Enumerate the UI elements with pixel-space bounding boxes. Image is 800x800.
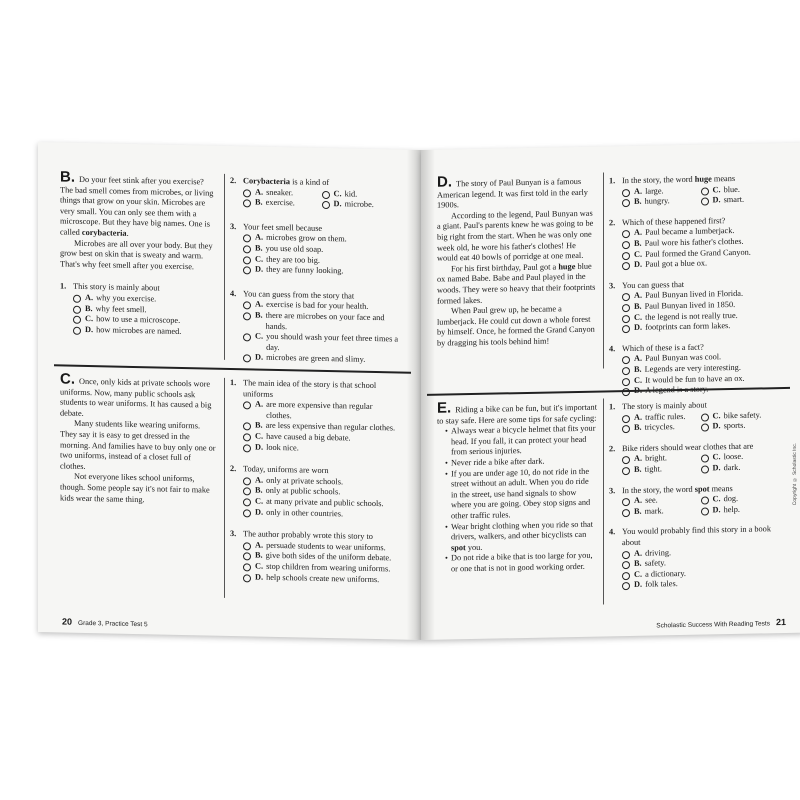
option-letter: B. — [255, 550, 263, 560]
paragraph: The story of Paul Bunyan is a famous American legend. It was first told in the early 1900s. — [437, 176, 588, 210]
option-letter: C. — [712, 494, 721, 504]
paragraph: Once, only kids at private schools wore uniforms. Now, many public schools ask students to wear uniforms. It has caused a big debate. — [60, 376, 212, 418]
question-3 — [609, 278, 779, 334]
option-text: Paul Bunyan was cool. — [645, 352, 722, 364]
option-letter: C. — [255, 561, 264, 571]
option-letter: A. — [255, 540, 264, 550]
option-text: look nice. — [266, 442, 299, 453]
question-number: 2. — [609, 444, 616, 454]
option-text: blue. — [723, 184, 740, 194]
option-text: Paul formed the Grand Canyon. — [645, 247, 751, 259]
answer-bubble-icon[interactable] — [701, 497, 709, 505]
answer-bubble-icon[interactable] — [73, 295, 81, 303]
list-item-text: Wear bright clothing when you ride so that drivers, walkers, and other bicyclists can — [451, 519, 593, 542]
paragraph: Microbes are all over your body. But they grow best on skin that is sweaty and warm. That's why feet smell after you exercise. — [60, 238, 213, 271]
option-letter: D. — [333, 199, 342, 209]
option-letter: D. — [712, 463, 721, 473]
section-letter: D. — [437, 173, 452, 191]
option-letter: D. — [712, 195, 721, 205]
answer-bubble-icon[interactable] — [243, 477, 251, 485]
option-text: folk tales. — [645, 579, 678, 590]
option-text: mark. — [644, 506, 664, 516]
option-text: traffic rules. — [645, 411, 686, 422]
section-divider — [54, 364, 411, 373]
option-text: at many private and public schools. — [266, 496, 384, 509]
answer-bubble-icon[interactable] — [701, 187, 709, 195]
list-item: • Do not ride a bike that is too large for you, or one that is not in good working order. — [445, 551, 597, 575]
option-letter: B. — [634, 464, 642, 474]
option-letter: C. — [634, 569, 643, 579]
bold-word: corybacteria — [81, 227, 127, 238]
answer-bubble-icon[interactable] — [243, 563, 251, 571]
option-letter: D. — [255, 507, 264, 517]
question-number: 4. — [609, 343, 616, 354]
question-3 — [230, 222, 400, 279]
page-number: 21 — [775, 616, 786, 628]
option-text: help schools create new uniforms. — [266, 572, 380, 584]
question-number: 2. — [230, 175, 237, 186]
option-text: are less expensive than regular clothes. — [265, 421, 396, 433]
answer-bubble-icon[interactable] — [243, 423, 251, 431]
option-text: sports. — [723, 420, 746, 431]
answer-bubble-icon[interactable] — [622, 356, 630, 364]
answer-bubble-icon[interactable] — [622, 377, 630, 385]
option-letter: C. — [634, 249, 643, 259]
question-number: 4. — [609, 527, 616, 537]
option-letter: A. — [634, 228, 643, 238]
option-letter: B. — [255, 197, 263, 207]
answer-bubble-icon[interactable] — [243, 245, 251, 253]
left-page — [38, 142, 421, 640]
answer-bubble-icon[interactable] — [622, 189, 630, 197]
bold-word: spot — [451, 542, 466, 553]
paragraph: Riding a bike can be fun, but it's important to stay safe. Here are some tips for safe cycling: — [437, 402, 598, 426]
answer-bubble-icon[interactable] — [243, 433, 251, 441]
option-text: dark. — [723, 462, 741, 473]
question-stem: Which of these happened first? — [622, 215, 726, 227]
answer-bubble-icon[interactable] — [701, 507, 709, 515]
option-text: they are funny looking. — [266, 264, 344, 276]
question-stem: The main idea of the story is that school uniforms — [243, 378, 377, 399]
answer-bubble-icon[interactable] — [622, 425, 630, 433]
page-footer — [656, 617, 792, 630]
option-letter: D. — [85, 324, 94, 334]
option-text: help. — [723, 504, 740, 514]
option-text: Paul wore his father's clothes. — [644, 236, 744, 248]
option-text: exercise. — [265, 197, 295, 208]
option-letter: A. — [634, 354, 643, 364]
column-divider — [603, 398, 604, 604]
answer-bubble-icon[interactable] — [243, 553, 251, 561]
question-stem-end: means — [711, 173, 736, 184]
option-letter: B. — [634, 196, 642, 207]
option-letter: D. — [255, 352, 264, 363]
answer-bubble-icon[interactable] — [622, 456, 630, 464]
option-letter: A. — [634, 495, 643, 506]
page-number: 20 — [62, 616, 73, 627]
answer-bubble-icon[interactable] — [622, 199, 630, 207]
option-text: give both sides of the uniform debate. — [265, 551, 392, 563]
option-letter: C. — [712, 184, 721, 194]
answer-option[interactable] — [622, 505, 701, 517]
option-letter: C. — [712, 452, 721, 462]
question-4 — [609, 524, 779, 591]
option-letter: B. — [634, 422, 642, 433]
option-text: loose. — [723, 452, 744, 462]
option-text: see. — [645, 495, 658, 505]
section-d-passage — [437, 175, 597, 350]
option-letter: B. — [634, 364, 642, 374]
option-letter: B. — [255, 310, 263, 320]
question-stem: In the story, the word — [622, 174, 695, 186]
column-divider — [224, 174, 225, 360]
question-1 — [230, 378, 400, 456]
page-footer — [56, 616, 148, 628]
option-text: It would be fun to have an ox. — [645, 373, 745, 385]
option-text: persuade students to wear uniforms. — [266, 540, 386, 552]
question-stem: Your feet smell because — [243, 222, 323, 233]
answer-option[interactable] — [243, 572, 400, 586]
footer-text: Scholastic Success With Reading Tests — [656, 620, 770, 630]
answer-bubble-icon[interactable] — [622, 498, 630, 506]
paragraph: Not everyone likes school uniforms, though. Some people say it's not fair to make kids wear the same thing. — [60, 472, 210, 504]
question-3 — [230, 529, 400, 586]
answer-option[interactable] — [622, 196, 701, 208]
answer-bubble-icon[interactable] — [243, 444, 251, 452]
question-number: 4. — [230, 288, 237, 298]
option-text: are more expensive than regular clothes. — [266, 399, 373, 421]
answer-bubble-icon[interactable] — [701, 424, 709, 432]
answer-bubble-icon[interactable] — [243, 488, 251, 496]
option-letter: C. — [255, 431, 264, 441]
answer-bubble-icon[interactable] — [243, 189, 251, 197]
answer-bubble-icon[interactable] — [622, 252, 630, 260]
list-item-text-end: you. — [465, 542, 483, 552]
section-letter: C. — [60, 370, 75, 388]
answer-bubble-icon[interactable] — [73, 316, 81, 324]
option-letter: A. — [255, 399, 264, 409]
option-text: large. — [645, 185, 664, 196]
section-letter: E. — [437, 399, 452, 417]
section-b-questions — [230, 176, 400, 366]
question-number: 3. — [609, 485, 616, 495]
paragraph: Do your feet stink after you exercise? The bad smell comes from microbes, or living things that grow on your skin. Microbes are very small. You can only see them with a microscope. But they have big names. One is called — [60, 174, 214, 237]
option-text: why feet smell. — [95, 303, 147, 314]
question-number: 1. — [60, 281, 67, 291]
option-letter: C. — [634, 312, 643, 322]
paragraph: According to the legend, Paul Bunyan was a giant. Paul's parents knew he was going to be big right from the start. When he was only one week old, he wore his father's clothes! He would eat 40 bowls of porridge at one meal. — [437, 208, 594, 263]
answer-option[interactable] — [622, 464, 701, 476]
answer-option[interactable] — [701, 504, 780, 516]
option-text: only at private schools. — [266, 475, 344, 487]
answer-bubble-icon[interactable] — [622, 325, 630, 333]
answer-bubble-icon[interactable] — [622, 293, 630, 301]
answer-bubble-icon[interactable] — [622, 315, 630, 323]
answer-bubble-icon[interactable] — [622, 304, 630, 312]
paragraph: Many students like wearing uniforms. They say it is easy to get dressed in the morning. And families have to buy only one or two uniforms, instead of a closet full of clothes. — [60, 419, 216, 471]
answer-bubble-icon[interactable] — [243, 235, 251, 243]
question-number: 2. — [609, 218, 616, 228]
question-number: 1. — [609, 176, 616, 186]
question-number: 3. — [230, 221, 237, 231]
option-letter: A. — [255, 187, 264, 197]
answer-bubble-icon[interactable] — [701, 198, 709, 206]
question-stem: The story is mainly about — [622, 400, 707, 412]
copyright-notice: Copyright © Scholastic Inc. — [792, 442, 798, 506]
answer-bubble-icon[interactable] — [243, 266, 251, 274]
option-letter: C. — [712, 410, 721, 420]
list-item — [445, 519, 597, 554]
option-letter: D. — [712, 504, 721, 515]
paragraph: For his first birthday, Paul got a — [451, 262, 559, 274]
option-letter: B. — [634, 558, 642, 569]
option-letter: B. — [634, 506, 642, 516]
question-stem: You would probably find this story in a book about — [622, 524, 771, 548]
option-text: Paul Bunyan lived in Florida. — [645, 289, 744, 301]
section-c-passage — [60, 370, 218, 506]
question-2 — [230, 464, 400, 521]
option-text: exercise is bad for your health. — [266, 300, 369, 312]
answer-bubble-icon[interactable] — [701, 413, 709, 421]
bold-word: spot — [694, 484, 710, 494]
option-letter: D. — [255, 572, 264, 582]
answer-bubble-icon[interactable] — [701, 465, 709, 473]
answer-option[interactable] — [701, 462, 780, 474]
option-text: microbes grow on them. — [266, 233, 347, 244]
answer-option[interactable] — [243, 264, 400, 278]
list-item: • Never ride a bike after dark. — [445, 456, 597, 470]
option-text: hungry. — [644, 196, 670, 206]
column-divider — [603, 172, 604, 368]
section-d-questions — [609, 173, 779, 397]
question-2 — [609, 441, 779, 476]
option-text: Paul became a lumberjack. — [645, 226, 735, 238]
footer-text: Grade 3, Practice Test 5 — [78, 619, 148, 629]
question-number: 1. — [609, 402, 616, 412]
question-number: 3. — [609, 281, 616, 291]
option-letter: A. — [255, 232, 264, 243]
option-letter: C. — [634, 375, 643, 385]
option-letter: D. — [634, 322, 643, 333]
option-text: smart. — [723, 194, 745, 205]
answer-bubble-icon[interactable] — [243, 574, 251, 582]
option-text: microbes are green and slimy. — [266, 353, 366, 365]
option-letter: A. — [634, 186, 643, 196]
answer-bubble-icon[interactable] — [322, 191, 330, 199]
answer-bubble-icon[interactable] — [243, 498, 251, 506]
option-text: there are microbes on your face and hands. — [265, 310, 385, 331]
option-text: Legends are very interesting. — [644, 362, 741, 374]
answer-bubble-icon[interactable] — [622, 230, 630, 238]
option-text: bike safety. — [723, 410, 762, 420]
open-workbook — [30, 150, 798, 650]
option-letter: A. — [85, 292, 94, 303]
question-stem: is a kind of — [290, 177, 330, 188]
option-text: you use old soap. — [265, 243, 324, 254]
question-stem: Which of these is a fact? — [622, 342, 704, 353]
answer-option[interactable] — [622, 320, 779, 334]
bold-word: huge — [558, 261, 576, 272]
option-letter: A. — [634, 412, 643, 422]
option-letter: D. — [712, 421, 721, 431]
list-item: • Always wear a bicycle helmet that fits your head. If you fall, it can protect your head from serious injuries. — [445, 424, 597, 459]
section-letter: B. — [60, 168, 75, 186]
option-text: sneaker. — [266, 187, 294, 197]
option-letter: A. — [634, 454, 643, 464]
question-stem: In the story, the word — [622, 484, 695, 495]
section-e-questions — [609, 399, 779, 591]
option-text: Paul got a blue ox. — [645, 258, 708, 269]
question-1 — [609, 399, 779, 434]
question-4 — [230, 289, 400, 367]
option-text: a dictionary. — [645, 568, 687, 579]
answer-bubble-icon[interactable] — [622, 467, 630, 475]
gutter-shadow — [407, 150, 421, 640]
answer-bubble-icon[interactable] — [622, 509, 630, 517]
option-letter: C. — [255, 331, 264, 341]
bold-word: Corybacteria — [243, 176, 290, 187]
option-text: only in other countries. — [266, 507, 344, 518]
option-letter: C. — [255, 496, 264, 506]
question-number: 1. — [230, 377, 237, 388]
question-1 — [609, 173, 779, 208]
option-text: kid. — [344, 188, 358, 199]
question-stem-end: means — [709, 483, 733, 494]
question-3 — [609, 483, 779, 518]
option-text: how microbes are named. — [96, 324, 182, 336]
answer-option[interactable] — [243, 442, 400, 456]
answer-bubble-icon[interactable] — [243, 401, 251, 409]
question-stem: Bike riders should wear clothes that are — [622, 441, 754, 453]
option-text: why you exercise. — [96, 293, 157, 304]
question-number: 2. — [230, 464, 237, 474]
question-stem: You can guess from the story that — [243, 289, 355, 301]
answer-bubble-icon[interactable] — [243, 312, 251, 320]
answer-bubble-icon[interactable] — [622, 551, 630, 559]
option-text: they are too big. — [266, 254, 320, 265]
option-letter: B. — [634, 301, 642, 311]
option-letter: B. — [634, 238, 642, 248]
answer-bubble-icon[interactable] — [622, 561, 630, 569]
column-divider — [224, 378, 225, 598]
answer-bubble-icon[interactable] — [243, 333, 251, 341]
answer-bubble-icon[interactable] — [622, 241, 630, 249]
option-text: tricycles. — [644, 422, 675, 432]
question-stem: The author probably wrote this story to — [243, 529, 373, 542]
option-letter: B. — [85, 303, 93, 313]
option-letter: A. — [634, 291, 643, 301]
option-text: you should wash your feet three times a day. — [266, 331, 399, 352]
option-letter: B. — [255, 420, 263, 431]
paragraph-end: blue ox named Babe. Babe and Paul played in the woods. They were so heavy that their footprints formed lakes. — [437, 261, 596, 306]
section-b-passage — [60, 168, 218, 338]
option-letter: A. — [255, 299, 264, 310]
option-text: Paul Bunyan lived in 1850. — [644, 299, 736, 311]
right-page — [421, 143, 800, 640]
option-text: tight. — [644, 464, 662, 474]
answer-bubble-icon[interactable] — [622, 572, 630, 580]
option-letter: B. — [255, 485, 263, 496]
option-letter: C. — [255, 254, 264, 264]
answer-option[interactable] — [622, 422, 701, 434]
question-number: 3. — [230, 529, 237, 539]
answer-option[interactable] — [622, 257, 779, 271]
answer-bubble-icon[interactable] — [243, 509, 251, 517]
answer-bubble-icon[interactable] — [622, 367, 630, 375]
paragraph-end: . — [126, 228, 129, 238]
answer-bubble-icon[interactable] — [322, 201, 330, 209]
answer-option[interactable] — [322, 199, 401, 211]
option-text: stop children from wearing uniforms. — [266, 561, 391, 574]
question-2 — [609, 215, 779, 271]
option-text: microbe. — [344, 199, 374, 210]
answer-option[interactable] — [73, 324, 218, 338]
section-e-passage — [437, 401, 597, 576]
option-letter: D. — [634, 580, 643, 590]
paragraph: When Paul grew up, he became a lumberjack. He could cut down a whole forest by himself. Once, he formed the Grand Canyon by dragging his tools behind him! — [437, 304, 595, 348]
answer-option[interactable] — [243, 197, 322, 209]
answer-bubble-icon[interactable] — [243, 302, 251, 310]
option-text: have caused a big debate. — [266, 431, 351, 443]
option-letter: A. — [255, 475, 264, 485]
answer-option[interactable] — [701, 420, 780, 432]
option-letter: D. — [255, 442, 264, 452]
answer-bubble-icon[interactable] — [243, 355, 251, 363]
bold-word: huge — [694, 174, 712, 184]
question-stem: You can guess that — [622, 279, 685, 290]
answer-bubble-icon[interactable] — [243, 256, 251, 264]
answer-bubble-icon[interactable] — [622, 415, 630, 423]
answer-bubble-icon[interactable] — [622, 582, 630, 590]
question-2 — [230, 176, 400, 211]
answer-bubble-icon[interactable] — [73, 305, 81, 313]
answer-bubble-icon[interactable] — [243, 199, 251, 207]
option-letter: B. — [255, 243, 263, 253]
option-letter: C. — [85, 314, 94, 324]
option-text: only at public schools. — [265, 486, 341, 497]
list-item: • If you are under age 10, do not ride in the street without an adult. When you do ride in the street, use hand signals to show where you are going. Obey stop signs and other traffic rules. — [445, 466, 597, 522]
question-stem: Today, uniforms are worn — [243, 464, 329, 476]
option-letter: D. — [255, 264, 264, 274]
answer-option[interactable] — [622, 577, 779, 591]
option-text: footprints can form lakes. — [645, 321, 731, 332]
answer-bubble-icon[interactable] — [622, 262, 630, 270]
option-text: dog. — [723, 494, 739, 504]
question-1 — [60, 282, 218, 338]
option-letter: D. — [634, 259, 643, 270]
option-text: the legend is not really true. — [645, 310, 738, 322]
option-text: safety. — [644, 558, 666, 568]
answer-bubble-icon[interactable] — [73, 326, 81, 334]
option-letter: C. — [333, 188, 342, 198]
safety-tips-list — [437, 424, 597, 575]
question-stem: This story is mainly about — [73, 282, 160, 293]
answer-bubble-icon[interactable] — [701, 455, 709, 463]
section-c-questions — [230, 378, 400, 586]
answer-bubble-icon[interactable] — [243, 542, 251, 550]
option-text: driving. — [645, 547, 672, 558]
option-text: bright. — [645, 453, 667, 464]
answer-option[interactable] — [701, 194, 780, 206]
option-text: how to use a microscope. — [96, 314, 181, 326]
option-letter: A. — [634, 548, 643, 558]
